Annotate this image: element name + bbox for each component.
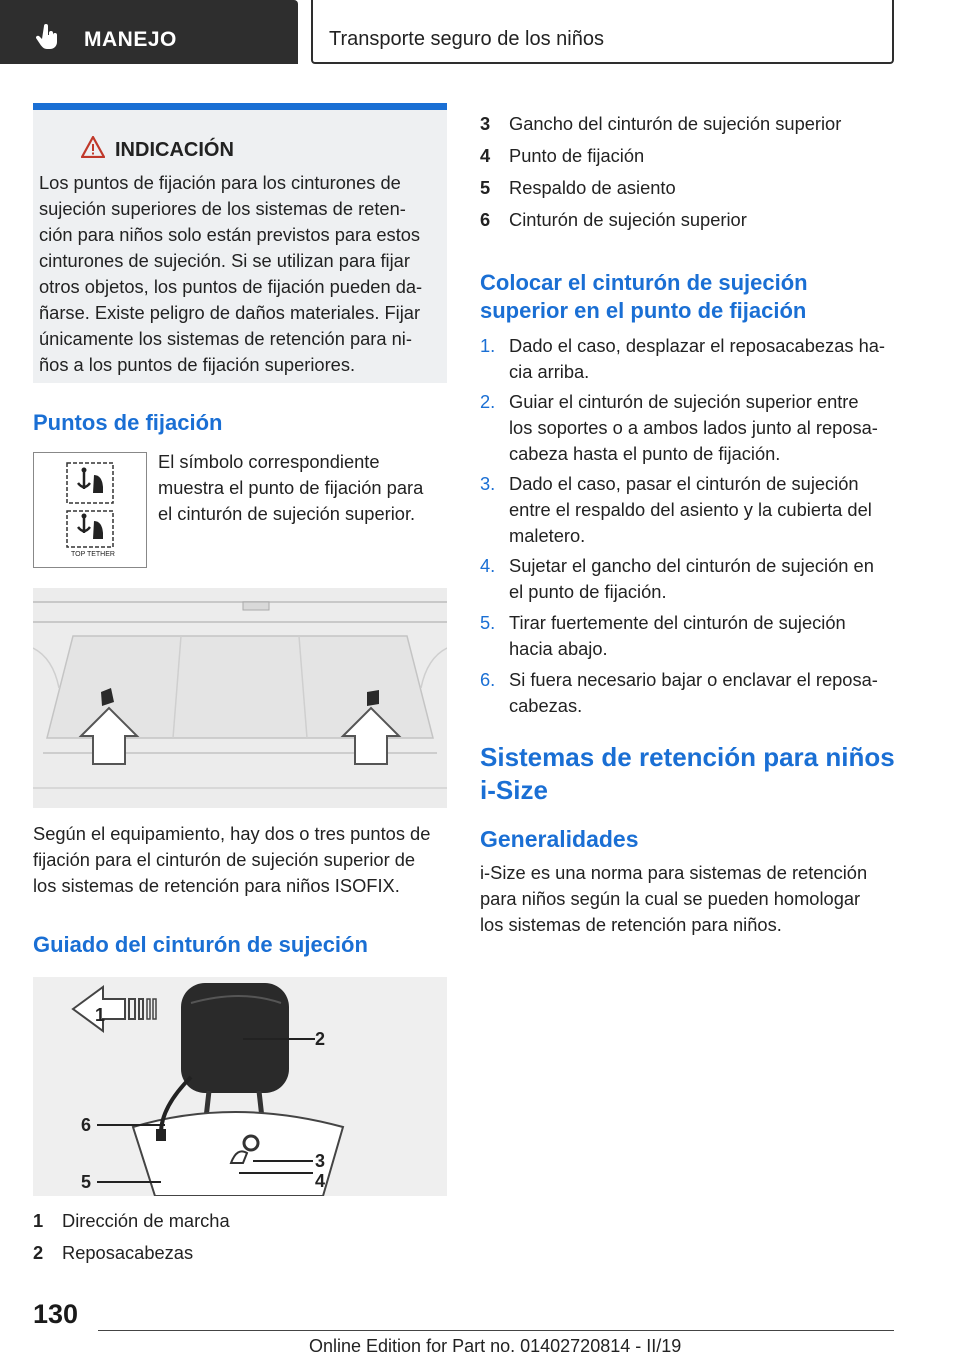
symbol-description (158, 449, 448, 527)
legend-text: Reposacabezas (62, 1242, 194, 1263)
chapter-header (311, 0, 894, 64)
legend-text: Respaldo de asiento (509, 177, 676, 198)
step-text (509, 389, 895, 467)
seat-tether-illustration (33, 977, 447, 1196)
heading-line: Sistemas de retención para niños (480, 742, 895, 772)
text-line: Guiar el cinturón de sujeción superior entre (509, 391, 859, 412)
text-line: para niños según la cual se pueden homologar (480, 888, 861, 909)
text-line: los soportes o a ambos lados junto al reposa‐ (509, 417, 878, 438)
text-line: Si fuera necesario bajar o enclavar el reposa‐ (509, 669, 878, 690)
warning-text (39, 170, 441, 378)
warning-triangle-icon (81, 136, 105, 158)
legend-text: Dirección de marcha (62, 1210, 230, 1231)
warning-line: únicamente los sistemas de retención para ni‐ (39, 328, 412, 349)
warning-line: ños a los puntos de fijación superiores. (39, 354, 356, 375)
text-line: El símbolo correspondiente (158, 451, 380, 472)
callout-3: 3 (315, 1151, 326, 1171)
step-text (509, 667, 895, 719)
isize-subheading: Generalidades (480, 826, 639, 852)
step-number: 1. (480, 335, 496, 356)
fixation-heading: Puntos de fijación (33, 410, 223, 435)
text-line: cia arriba. (509, 361, 590, 382)
text-line: Tirar fuertemente del cinturón de sujeción (509, 612, 846, 633)
top-tether-symbol (33, 452, 147, 568)
legend-text: Cinturón de sujeción superior (509, 209, 747, 230)
legend-number: 3 (480, 113, 491, 134)
text-line: hacia abajo. (509, 638, 608, 659)
step-text (509, 610, 895, 662)
warning-box (33, 103, 447, 383)
page-number: 130 (33, 1299, 79, 1329)
text-line: el cinturón de sujeción superior. (158, 503, 416, 524)
symbol-caption: TOP TETHER (71, 551, 115, 558)
seat-illustration (33, 977, 447, 1196)
warning-line: cinturones de sujeción. Si se utilizan para fijar (39, 250, 410, 271)
text-line: Dado el caso, desplazar el reposacabezas ha‐ (509, 335, 886, 356)
step-text (509, 553, 895, 605)
footer-divider (98, 1330, 894, 1331)
step-number: 4. (480, 555, 496, 576)
step-number: 2. (480, 391, 496, 412)
equipment-description (33, 821, 453, 899)
isize-description (480, 860, 900, 938)
callout-6: 6 (81, 1115, 92, 1135)
top-tether-icon (34, 453, 146, 567)
warning-line: ñarse. Existe peligro de daños materiales. Fijar (39, 302, 421, 323)
text-line: el punto de fijación. (509, 581, 667, 602)
text-line: cabezas. (509, 695, 583, 716)
legend-number: 5 (480, 177, 491, 198)
warning-line: Los puntos de fijación para los cinturones de (39, 172, 401, 193)
hand-pointer-icon (36, 24, 60, 50)
guide-heading: Guiado del cinturón de sujeción (33, 932, 368, 957)
legend-number: 2 (33, 1242, 44, 1263)
chapter-title: Transporte seguro de los niños (329, 28, 604, 50)
text-line: fijación para el cinturón de sujeción superior de (33, 849, 416, 870)
step-number: 6. (480, 669, 496, 690)
legend-number: 6 (480, 209, 491, 230)
step-text (509, 333, 895, 385)
text-line: cabeza hasta el punto de fijación. (509, 443, 781, 464)
legend-number: 4 (480, 145, 491, 166)
warning-title: INDICACIÓN (115, 139, 234, 161)
section-label: MANEJO (84, 28, 177, 51)
text-line: i-Size es una norma para sistemas de retención (480, 862, 868, 883)
place-heading (480, 269, 808, 325)
step-number: 5. (480, 612, 496, 633)
heading-line: Colocar el cinturón de sujeción (480, 270, 808, 295)
step-text (509, 471, 895, 549)
text-line: los sistemas de retención para niños. (480, 914, 782, 935)
warning-line: sujeción superiores de los sistemas de reten‐ (39, 198, 406, 219)
trunk-illustration (33, 588, 447, 808)
step-number: 3. (480, 473, 496, 494)
heading-line: superior en el punto de fijación (480, 298, 807, 323)
legend-number: 1 (33, 1210, 44, 1231)
text-line: maletero. (509, 525, 586, 546)
isize-heading (480, 741, 895, 807)
warning-line: otros objetos, los puntos de fijación pueden da‐ (39, 276, 423, 297)
legend-text: Punto de fijación (509, 145, 645, 166)
footer-edition: Online Edition for Part no. 01402720814 - II/19 (309, 1336, 682, 1356)
callout-1: 1 (95, 1005, 106, 1025)
legend-text: Gancho del cinturón de sujeción superior (509, 113, 842, 134)
section-tab (0, 0, 298, 64)
warning-line: ción para niños solo están previstos para estos (39, 224, 421, 245)
text-line: muestra el punto de fijación para (158, 477, 424, 498)
text-line: Según el equipamiento, hay dos o tres puntos de (33, 823, 431, 844)
text-line: entre el respaldo del asiento y la cubierta del (509, 499, 872, 520)
callout-2: 2 (315, 1029, 326, 1049)
text-line: Dado el caso, pasar el cinturón de sujeción (509, 473, 859, 494)
trunk-fixation-illustration (33, 588, 447, 808)
callout-4: 4 (315, 1171, 326, 1191)
heading-line: i-Size (480, 775, 548, 805)
text-line: los sistemas de retención para niños ISOFIX. (33, 875, 400, 896)
text-line: Sujetar el gancho del cinturón de sujeción en (509, 555, 874, 576)
callout-5: 5 (81, 1172, 92, 1192)
